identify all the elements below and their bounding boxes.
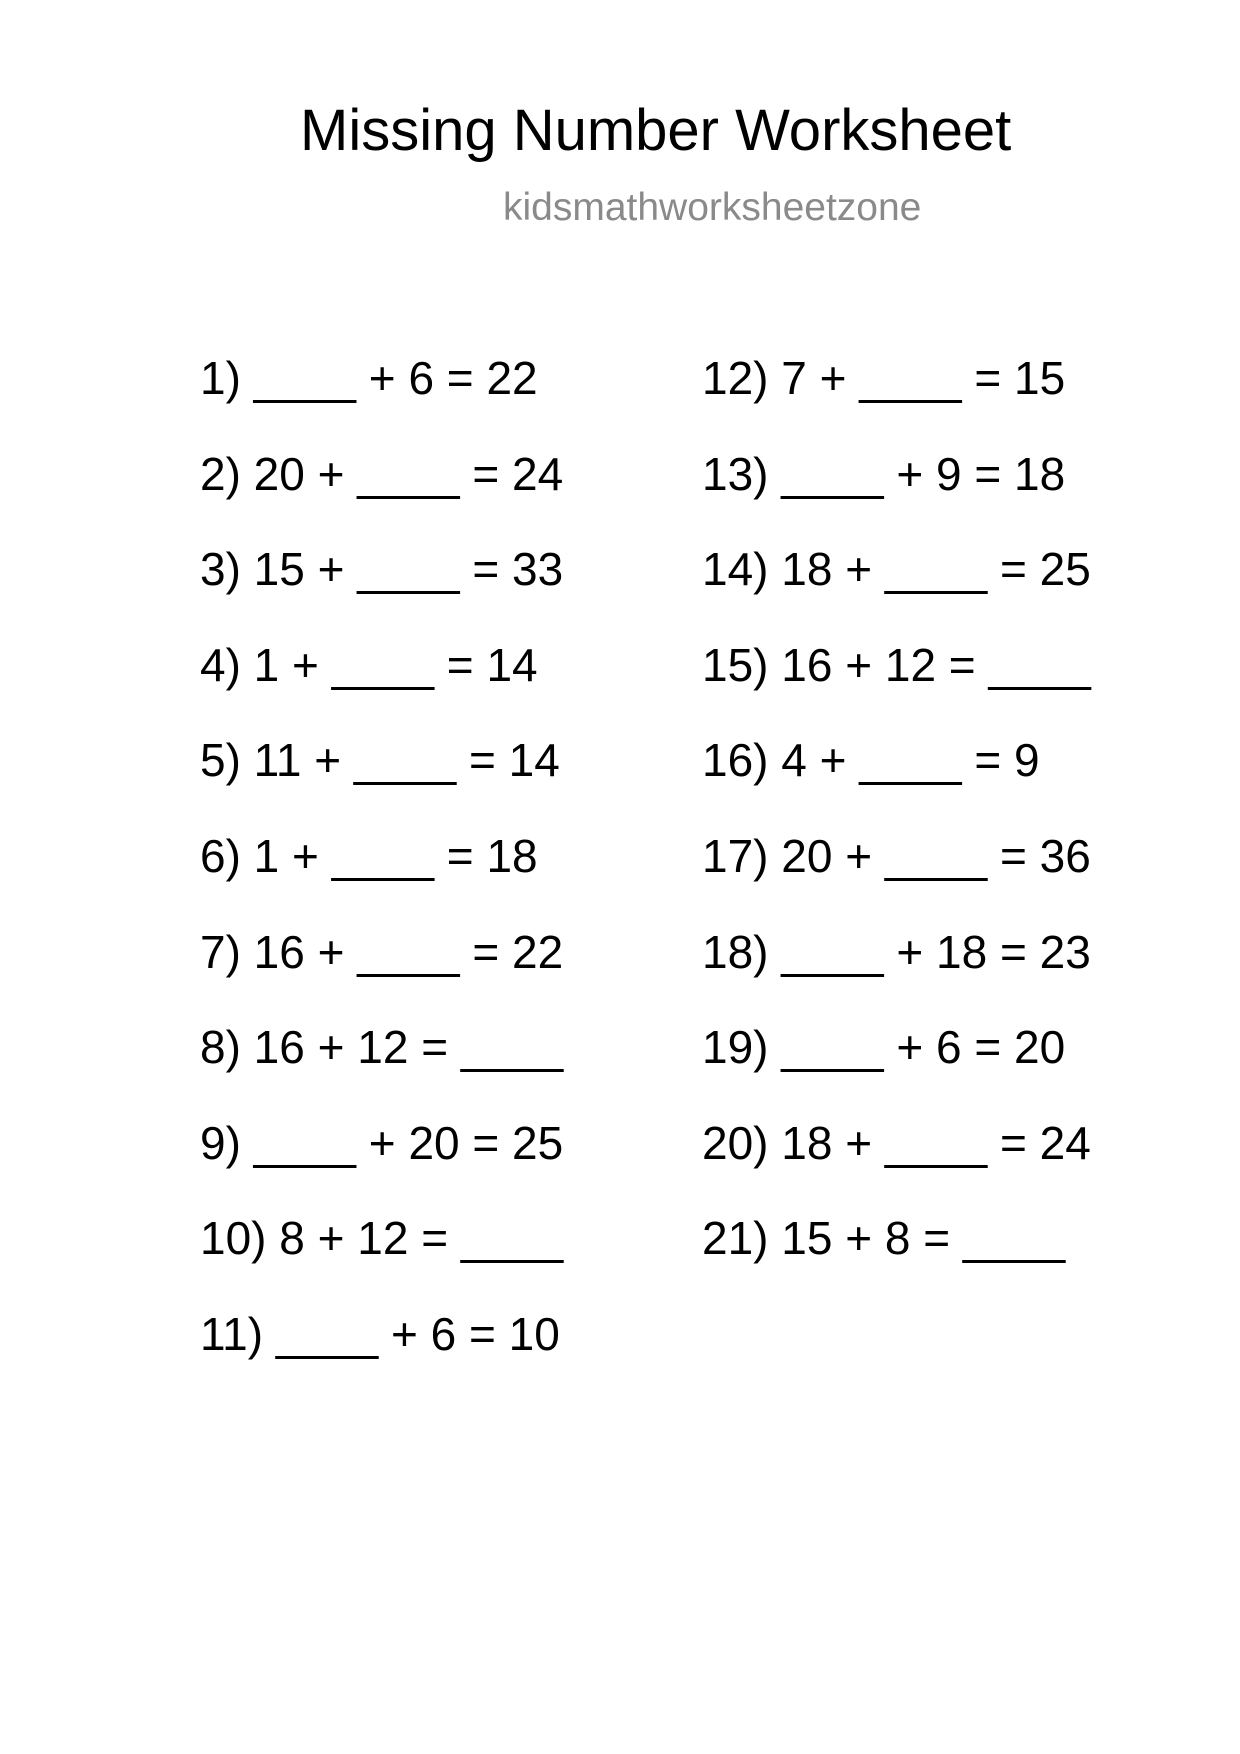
problem-9: 9) ____ + 20 = 25 xyxy=(200,1116,564,1169)
problem-21: 21) 15 + 8 = ____ xyxy=(702,1212,1066,1265)
problem-15: 15) 16 + 12 = ____ xyxy=(702,638,1091,691)
problem-7: 7) 16 + ____ = 22 xyxy=(200,925,564,978)
problem-18: 18) ____ + 18 = 23 xyxy=(702,925,1091,978)
problem-column-right xyxy=(702,350,1091,1306)
problem-2: 2) 20 + ____ = 24 xyxy=(200,447,564,500)
problem-4: 4) 1 + ____ = 14 xyxy=(200,638,538,691)
page-title: Missing Number Worksheet xyxy=(300,98,1012,163)
problem-10: 10) 8 + 12 = ____ xyxy=(200,1212,564,1265)
problem-20: 20) 18 + ____ = 24 xyxy=(702,1116,1091,1169)
problem-1: 1) ____ + 6 = 22 xyxy=(200,352,538,404)
problem-17: 17) 20 + ____ = 36 xyxy=(702,829,1091,882)
site-credit: kidsmathworksheetzone xyxy=(503,186,922,229)
problem-6: 6) 1 + ____ = 18 xyxy=(200,829,538,882)
problem-column-left xyxy=(200,350,563,1402)
problem-13: 13) ____ + 9 = 18 xyxy=(702,447,1066,500)
problem-11: 11) ____ + 6 = 10 xyxy=(200,1307,560,1360)
problem-5: 5) 11 + ____ = 14 xyxy=(200,734,560,787)
problem-14: 14) 18 + ____ = 25 xyxy=(702,543,1091,596)
problem-8: 8) 16 + 12 = ____ xyxy=(200,1021,564,1074)
problem-3: 3) 15 + ____ = 33 xyxy=(200,543,564,596)
problem-19: 19) ____ + 6 = 20 xyxy=(702,1021,1066,1074)
problem-12: 12) 7 + ____ = 15 xyxy=(702,352,1066,404)
problem-16: 16) 4 + ____ = 9 xyxy=(702,734,1040,787)
